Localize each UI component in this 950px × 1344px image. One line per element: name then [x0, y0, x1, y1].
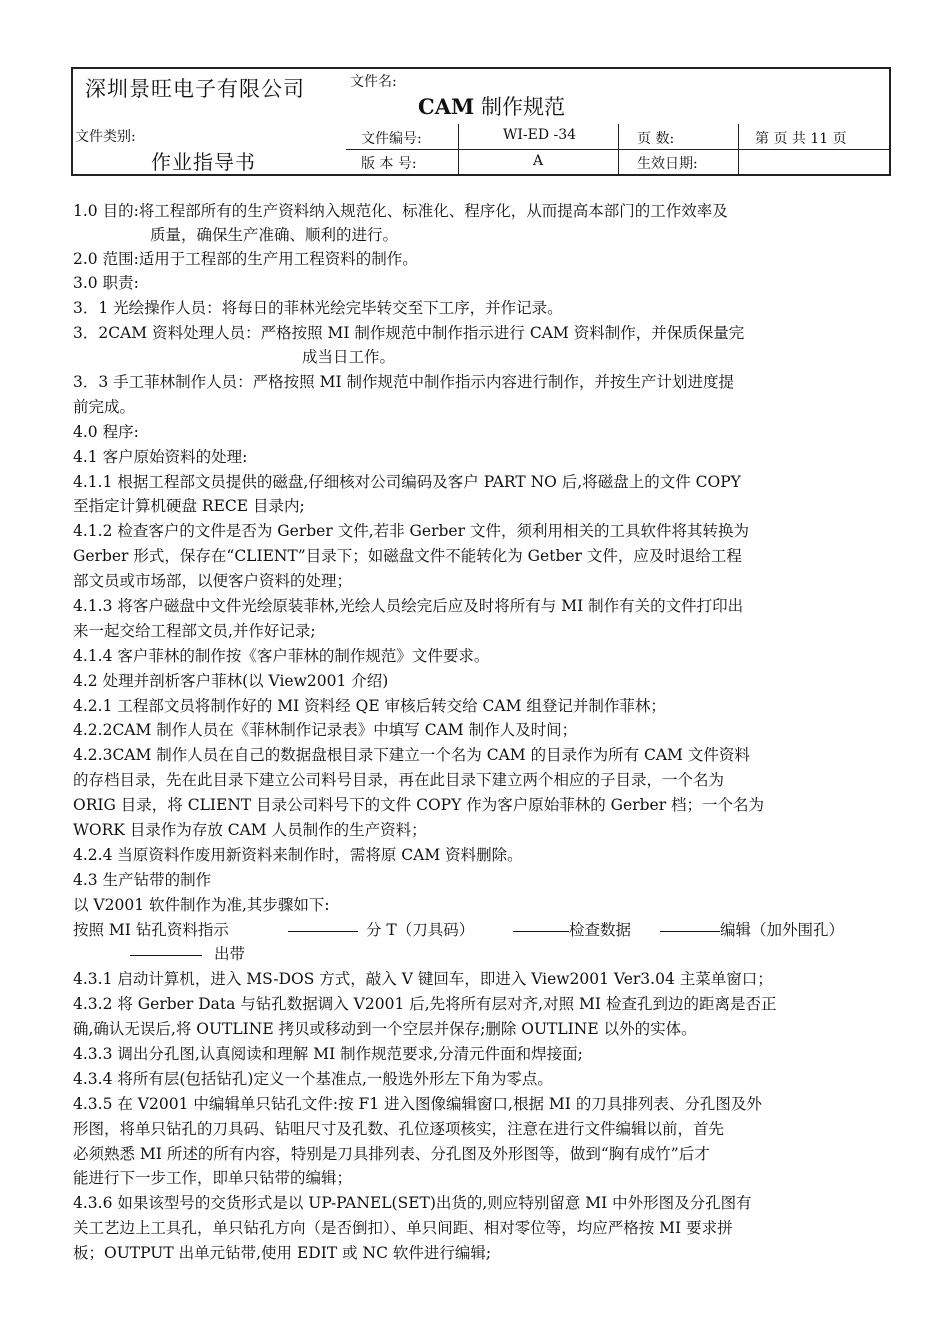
body-line: ORIG 目录，将 CLIENT 目录公司料号下的文件 COPY 作为客户原始菲林的 Gerber 档；一个名为: [73, 796, 765, 814]
flow-step-mi-instructions: 按照 MI 钻孔资料指示: [73, 921, 229, 939]
body-line: 成当日工作。: [302, 348, 396, 366]
body-line: 4.3.3 调出分孔图,认真阅读和理解 MI 制作规范要求,分清元件面和焊接面;: [73, 1045, 583, 1063]
body-line: 板；OUTPUT 出单元钻带,使用 EDIT 或 NC 软件进行编辑;: [73, 1244, 492, 1262]
version-value: A: [533, 153, 544, 169]
file-name-label: 文件名:: [350, 74, 397, 90]
flow-connector: [513, 931, 569, 932]
version-label: 版 本 号:: [361, 156, 417, 172]
header-divider: [458, 124, 459, 174]
body-line: 必须熟悉 MI 所述的所有内容，特别是刀具排列表、分孔图及外形图等，做到“胸有成竹”后才: [73, 1145, 710, 1163]
body-line: 3．3 手工菲林制作人员：严格按照 MI 制作规范中制作指示内容进行制作，并按生产计划进度提: [73, 373, 735, 391]
body-line: 的存档目录，先在此目录下建立公司料号目录，再在此目录下建立两个相应的子目录，一个名为: [73, 771, 725, 789]
body-line: 4.3.2 将 Gerber Data 与钻孔数据调入 V2001 后,先将所有层对齐,对照 MI 检查孔到边的距离是否正: [73, 995, 777, 1013]
effective-date-label: 生效日期:: [637, 156, 698, 172]
body-line: 4.1 客户原始资料的处理:: [73, 448, 248, 466]
body-line: 能进行下一步工作，即单只钻带的编辑；: [73, 1169, 353, 1187]
body-line: 确,确认无误后,将 OUTLINE 拷贝或移动到一个空层并保存;删除 OUTLINE 以外的实体。: [73, 1020, 697, 1038]
flow-step-tool-code: 分 T（刀具码）: [366, 921, 475, 939]
body-line: 4.2.2CAM 制作人员在《菲林制作记录表》中填写 CAM 制作人及时间；: [73, 721, 578, 739]
page-count-value: 第 页 共 11 页: [755, 131, 847, 147]
body-line: 4.1.1 根据工程部文员提供的磁盘,仔细核对公司编码及客户 PART NO 后,将磁盘上的文件 COPY: [73, 473, 741, 491]
body-line: 4.0 程序:: [73, 423, 139, 441]
body-line: Gerber 形式，保存在“CLIENT”目录下；如磁盘文件不能转化为 Getber 文件，应及时退给工程: [73, 547, 742, 565]
body-line: 4.1.2 检查客户的文件是否为 Gerber 文件,若非 Gerber 文件，须利用相关的工具软件将其转换为: [73, 522, 749, 540]
body-line: 以 V2001 软件制作为准,其步骤如下:: [73, 896, 330, 914]
body-line: 2.0 范围:适用于工程部的生产用工程资料的制作。: [73, 250, 418, 268]
flow-step-edit: 编辑（加外围孔）: [720, 921, 845, 939]
document-title-prefix: CAM: [418, 94, 475, 119]
file-name-cell: [346, 69, 891, 124]
body-line: 关工艺边上工具孔，单只钻孔方向（是否倒扣）、单只间距、相对零位等，均应严格按 MI 要求拼: [73, 1219, 733, 1237]
page-count-label: 页 数:: [637, 131, 675, 147]
body-line: 至指定计算机硬盘 RECE 目录内;: [73, 497, 305, 515]
body-line: 形图，将单只钻孔的刀具码、钻咀尺寸及孔数、孔位逐项核实，注意在进行文件编辑以前，首先: [73, 1120, 725, 1138]
body-line: 4.3.1 启动计算机，进入 MS-DOS 方式，敲入 V 键回车，即进入 View2001 Ver3.04 主菜单窗口；: [73, 970, 773, 988]
body-line: 3.0 职责:: [73, 274, 139, 292]
body-line: 4.1.4 客户菲林的制作按《客户菲林的制作规范》文件要求。: [73, 647, 490, 665]
body-line: 质量，确保生产准确、顺利的进行。: [150, 226, 399, 244]
body-line: 4.2.4 当原资料作废用新资料来制作时，需将原 CAM 资料删除。: [73, 846, 523, 864]
document-header-table: [71, 67, 891, 176]
company-name: 深圳景旺电子有限公司: [85, 77, 305, 101]
doc-number-label: 文件编号:: [361, 131, 422, 147]
body-line: 1.0 目的:将工程部所有的生产资料纳入规范化、标准化、程序化，从而提高本部门的工作效率及: [73, 202, 728, 220]
body-line: 来一起交给工程部文员,并作好记录;: [73, 622, 316, 640]
body-line: 4.2.3CAM 制作人员在自己的数据盘根目录下建立一个名为 CAM 的目录作为所有 CAM 文件资料: [73, 746, 750, 764]
body-line: 4.2.1 工程部文员将制作好的 MI 资料经 QE 审核后转交给 CAM 组登记并制作菲林；: [73, 697, 666, 715]
body-line: 4.3 生产钻带的制作: [73, 871, 212, 889]
body-line: 4.1.3 将客户磁盘中文件光绘原装菲林,光绘人员绘完后应及时将所有与 MI 制作有关的文件打印出: [73, 597, 744, 615]
header-divider: [738, 124, 739, 174]
flow-connector: [660, 931, 720, 932]
header-divider: [618, 124, 619, 174]
doc-number-value: WI-ED -34: [503, 127, 577, 143]
flow-step-check-data: 检查数据: [569, 921, 632, 939]
document-title-rest: 制作规范: [474, 95, 565, 119]
body-line: 部文员或市场部，以便客户资料的处理；: [73, 572, 353, 590]
company-cell: [73, 69, 346, 124]
body-line: 4.3.4 将所有层(包括钻孔)定义一个基准点,一般选外形左下角为零点。: [73, 1070, 553, 1088]
body-line: 4.3.5 在 V2001 中编辑单只钻孔文件:按 F1 进入图像编辑窗口,根据 MI 的刀具排列表、分孔图及外: [73, 1095, 762, 1113]
body-line: 3．1 光绘操作人员：将每日的菲林光绘完毕转交至下工序，并作记录。: [73, 299, 563, 317]
flow-connector: [288, 931, 358, 932]
body-line: WORK 目录作为存放 CAM 人员制作的生产资料；: [73, 821, 427, 839]
category-cell: [73, 124, 346, 174]
body-line: 前完成。: [73, 398, 136, 416]
document-title: [418, 91, 565, 121]
category-value: 作业指导书: [151, 150, 256, 174]
category-label: 文件类别:: [75, 129, 136, 145]
flow-step-output: 出带: [214, 945, 246, 963]
body-line: 4.2 处理并剖析客户菲林(以 View2001 介绍): [73, 672, 389, 690]
body-line: 4.3.6 如果该型号的交货形式是以 UP-PANEL(SET)出货的,则应特别留意 MI 中外形图及分孔图有: [73, 1194, 752, 1212]
flow-connector: [130, 955, 202, 956]
body-line: 3．2CAM 资料处理人员：严格按照 MI 制作规范中制作指示进行 CAM 资料制作，并保质保量完: [73, 324, 745, 342]
